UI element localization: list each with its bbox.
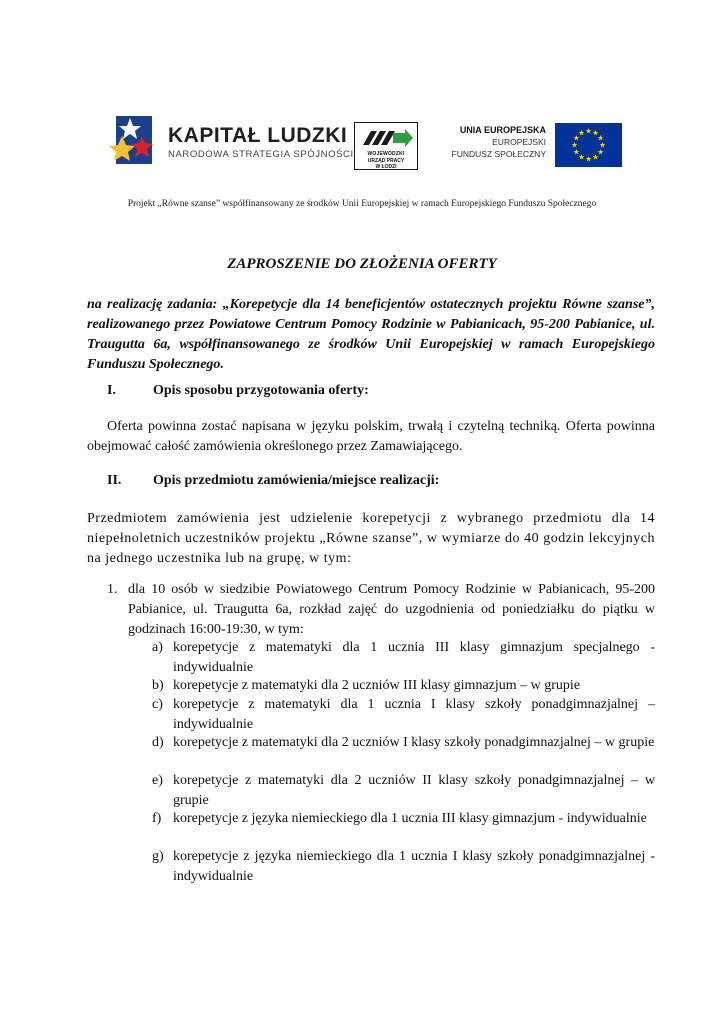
subitem-e (152, 771, 655, 811)
subitem-text: korepetycje z języka niemieckiego dla 1 ucznia I klasy szkoły ponadgimnazjalnej - indywidualnie (173, 849, 655, 884)
subitem-text: korepetycje z języka niemieckiego dla 1 ucznia III klasy gimnazjum - indywidualnie (173, 811, 647, 826)
subitem-text: korepetycje z matematyki dla 1 ucznia I klasy szkoły ponadgimnazjalnej – indywidualnie (173, 697, 655, 732)
subitem-text: korepetycje z matematyki dla 2 uczniów III klasy gimnazjum – w grupie (173, 678, 581, 693)
subitem-letter: g) (152, 849, 164, 864)
eu-star-icon (593, 130, 599, 135)
subitem-text: korepetycje z matematyki dla 2 uczniów II klasy szkoły ponadgimnazjalnej – w grupie (173, 773, 655, 808)
ue-line2: EUROPEJSKI (492, 137, 546, 147)
subitem-letter: f) (152, 811, 162, 826)
eu-star-icon (579, 154, 585, 159)
eu-star-icon (600, 142, 606, 147)
project-line: Projekt „Równe szanse” współfinansowany ze środków Unii Europejskiej w ramach Europejskiego Funduszu Społecznego (127, 199, 597, 209)
eu-flag-icon (555, 123, 622, 167)
list-item-1-number: 1. (107, 582, 118, 597)
subitem-letter: c) (152, 697, 163, 712)
list-item-1-text: dla 10 osób w siedzibie Powiatowego Centrum Pomocy Rodzinie w Pabianicach, 95-200 Pabianice, ul. Traugutta 6a, rozkład zajęć do uzgodnienia od poniedziałku do piątku w godzinach 16:00-19:30, w tym: (128, 582, 655, 637)
wup-line2 (355, 158, 417, 170)
task-description: na realizację zadania: „Korepetycje dla 14 beneficjentów ostatecznych projektu Równe szanse”, realizowanego przez Powiatowe Centrum Pomocy Rodzinie w Pabianicach, 95-200 Pabianice, ul. Traugutta 6a, współfinansowanego ze środków Unii Europejskiej w ramach Europejskiego Funduszu Społecznego. (87, 297, 655, 372)
subitem-letter: b) (152, 678, 164, 693)
subitem-text: korepetycje z matematyki dla 1 ucznia III klasy gimnazjum specjalnego - indywidualnie (173, 640, 655, 675)
ue-efs-text (446, 124, 546, 160)
eu-star-icon (598, 149, 604, 154)
subitem-c (152, 695, 655, 735)
subitem-letter: a) (152, 640, 163, 655)
wup-line1: WOJEWÓDZKI (367, 151, 405, 157)
wup-lodz-logo (354, 122, 418, 170)
eu-star-icon (586, 156, 592, 161)
wup-arrows-icon (355, 123, 417, 151)
eu-star-icon (598, 135, 604, 140)
section-2-text: Przedmiotem zamówienia jest udzielenie korepetycji z wybranego przedmiotu dla 14 niepełnoletnich uczestników projektu „Równe szanse”, w wymiarze do 40 godzin lekcyjnych na jednego uczestnika lub na grupę, w tym: (87, 511, 655, 566)
subitem-d (152, 733, 655, 753)
subitem-f (152, 809, 655, 829)
section-2-heading (87, 473, 655, 489)
subitem-a (152, 638, 655, 678)
eu-star-icon (574, 135, 580, 140)
subitem-g (152, 847, 655, 887)
list-item-1 (107, 580, 655, 640)
section-1-heading (87, 383, 655, 399)
document-title: ZAPROSZENIE DO ZŁOŻENIA OFERTY (227, 256, 497, 272)
section-2-number: II. (107, 473, 122, 488)
wup-line2-text: URZĄD PRACY (367, 158, 405, 164)
subitem-letter: d) (152, 735, 164, 750)
subitem-letter: e) (152, 773, 163, 788)
wup-line3-text: W ŁODZI (375, 164, 397, 170)
section-2-title: Opis przedmiotu zamówienia/miejsce realizacji: (153, 473, 440, 488)
kapital-ludzki-logo (108, 112, 354, 168)
ue-line1: UNIA EUROPEJSKA (459, 125, 546, 135)
eu-star-icon (572, 142, 578, 147)
kapital-ludzki-subtitle: NARODOWA STRATEGIA SPÓJNOŚCI (168, 149, 354, 160)
kapital-ludzki-title: KAPITAŁ LUDZKI (168, 124, 348, 147)
logo-bar (0, 110, 724, 172)
section-1-number: I. (107, 383, 116, 398)
kapital-ludzki-star-icon (108, 112, 164, 168)
eu-star-icon (574, 149, 580, 154)
subitem-text: korepetycje z matematyki dla 2 uczniów I klasy szkoły ponadgimnazjalnej – w grupie (173, 735, 655, 750)
section-1-text: Oferta powinna zostać napisana w języku polskim, trwałą i czytelną techniką. Oferta powinna obejmować całość zamówienia określonego przez Zamawiającego. (87, 419, 655, 454)
section-1-title: Opis sposobu przygotowania oferty: (153, 383, 369, 398)
eu-star-icon (579, 130, 585, 135)
ue-line3: FUNDUSZ SPOŁECZNY (451, 149, 546, 159)
eu-stars-icon (555, 123, 622, 167)
eu-star-icon (586, 128, 592, 133)
eu-star-icon (593, 154, 599, 159)
subitem-b (152, 676, 655, 696)
